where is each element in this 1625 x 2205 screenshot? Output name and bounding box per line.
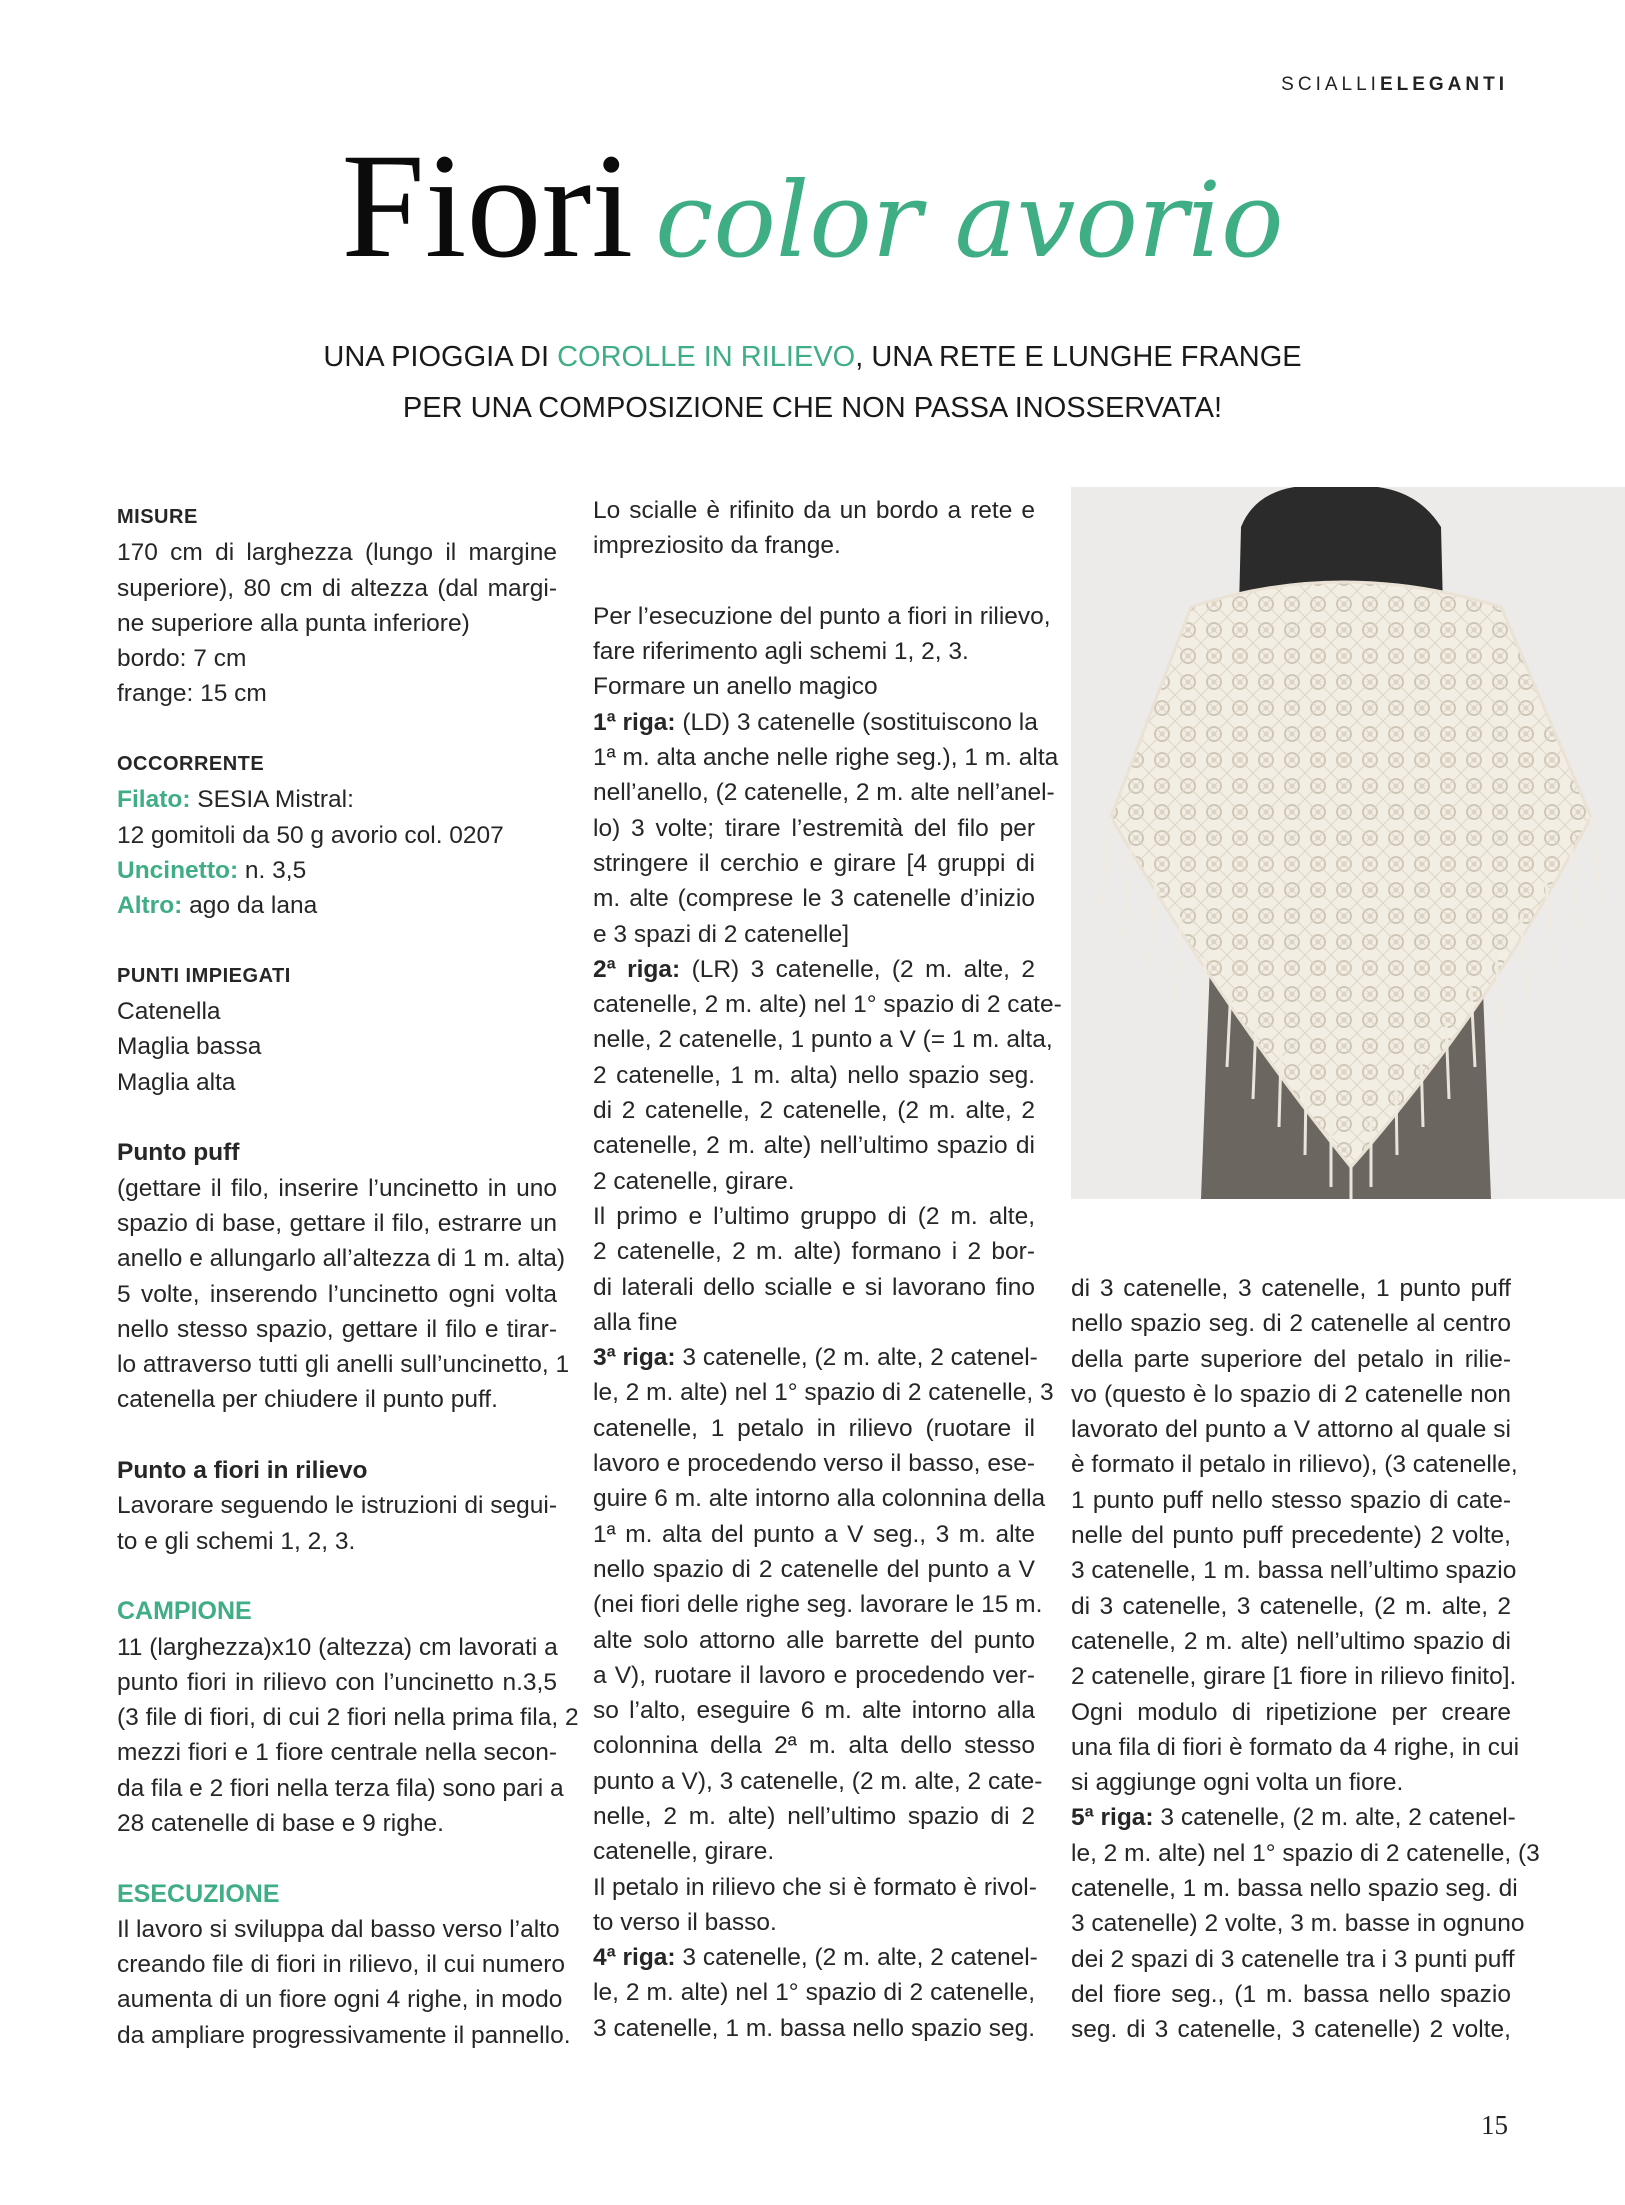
riga1-line: e 3 spazi di 2 catenelle] [593, 920, 850, 948]
esecuzione-line: creando file di fiori in rilievo, il cui numero [117, 1951, 565, 1979]
subtitle-line-2: PER UNA COMPOSIZIONE CHE NON PASSA INOSSERVATA! [402, 392, 1223, 424]
riga3-line: catenelle, girare. [593, 1838, 775, 1866]
punto-fiori-line: Lavorare seguendo le istruzioni di segui- [117, 1492, 557, 1520]
riga4-first [593, 1940, 1038, 1975]
riga5-line: seg. di 3 catenelle, 3 catenelle) 2 volte, [1071, 2016, 1511, 2044]
riga1-line: m. alte (comprese le 3 catenelle d’inizio [593, 885, 1035, 913]
riga3-line: Il petalo in rilievo che si è formato è rivol- [593, 1873, 1037, 1901]
ref-line: fare riferimento agli schemi 1, 2, 3. [593, 638, 969, 666]
title-main: Fiori [341, 123, 634, 289]
filato-value: SESIA Mistral: [190, 786, 354, 814]
esecuzione-line: Il lavoro si sviluppa dal basso verso l’alto [117, 1915, 560, 1943]
riga5-first-text: 3 catenelle, (2 m. alte, 2 catenel- [1153, 1804, 1516, 1832]
page-title [0, 120, 1625, 292]
riga1-label: 1ª riga: [593, 708, 676, 736]
subtitle-text: , UNA RETE E LUNGHE FRANGE [855, 341, 1302, 373]
col3-line: di 3 catenelle, 3 catenelle, (2 m. alte, 2 [1071, 1592, 1511, 1620]
riga3-line: nelle, 2 m. alte) nell’ultimo spazio di 2 [593, 1802, 1035, 1830]
riga5-line: 3 catenelle) 2 volte, 3 m. basse in ognuno [1071, 1910, 1525, 1938]
uncinetto-label: Uncinetto: [117, 856, 239, 884]
riga3-line: 1ª m. alta del punto a V seg., 3 m. alte [593, 1520, 1035, 1548]
ref-line: Formare un anello magico [593, 673, 878, 701]
filato-detail: 12 gomitoli da 50 g avorio col. 0207 [117, 821, 504, 849]
column-2 [593, 493, 1062, 2046]
campione-line: 11 (larghezza)x10 (altezza) cm lavorati a [117, 1633, 558, 1661]
riga5-label: 5ª riga: [1071, 1804, 1154, 1832]
riga2-line: alla fine [593, 1308, 678, 1336]
riga2-line: catenelle, 2 m. alte) nel 1° spazio di 2 cate- [593, 991, 1062, 1019]
intro-line: impreziosito da frange. [593, 532, 841, 560]
col3-line: nelle del punto puff precedente) 2 volte, [1071, 1522, 1511, 1550]
col3-line: 1 punto puff nello stesso spazio di cate- [1071, 1486, 1511, 1514]
col3-line: una fila di fiori è formato da 4 righe, in cui [1071, 1733, 1520, 1761]
riga1-first [593, 705, 1038, 740]
subtitle-line-1 [0, 332, 1625, 383]
filato-label: Filato: [117, 786, 191, 814]
punti-heading: PUNTI IMPIEGATI [117, 964, 291, 987]
punto-puff-line: 5 volte, inserendo l’uncinetto ogni volta [117, 1280, 557, 1308]
campione-line: 28 catenelle di base e 9 righe. [117, 1809, 444, 1837]
col3-line: della parte superiore del petalo in rilie- [1071, 1345, 1511, 1373]
riga2-label: 2ª riga: [593, 955, 681, 983]
page-number: 15 [1481, 2110, 1508, 2140]
campione-line: (3 file di fiori, di cui 2 fiori nella prima fila, 2 [117, 1704, 579, 1732]
riga1-line: 1ª m. alta anche nelle righe seg.), 1 m. alta [593, 744, 1059, 772]
riga3-line: nello spazio di 2 catenelle del punto a V [593, 1555, 1035, 1583]
riga1-line: stringere il cerchio e girare [4 gruppi di [593, 849, 1035, 877]
punto-puff-line: nello stesso spazio, gettare il filo e tirar- [117, 1315, 557, 1343]
col3-line: è formato il petalo in rilievo), (3 catenelle, [1071, 1451, 1518, 1479]
misure-line: bordo: 7 cm [117, 645, 247, 673]
riga2-line: catenelle, 2 m. alte) nell’ultimo spazio di [593, 1132, 1035, 1160]
misure-line: 170 cm di larghezza (lungo il margine [117, 539, 557, 567]
riga5-line: catenelle, 1 m. bassa nello spazio seg. di [1071, 1875, 1518, 1903]
riga2-line: nelle, 2 catenelle, 1 punto a V (= 1 m. alta, [593, 1026, 1053, 1054]
riga3-line: (nei fiori delle righe seg. lavorare le 15 m. [593, 1591, 1043, 1619]
riga4-label: 4ª riga: [593, 1944, 676, 1972]
shawl-illustration [1071, 487, 1625, 1199]
riga2-line: 2 catenelle, 2 m. alte) formano i 2 bor- [593, 1238, 1035, 1266]
column-3 [1071, 1271, 1540, 2048]
riga3-line: le, 2 m. alte) nel 1° spazio di 2 catenelle, 3 [593, 1379, 1054, 1407]
occorrente-heading: OCCORRENTE [117, 753, 265, 776]
punto-puff-line: anello e allungarlo all’altezza di 1 m. alta) [117, 1245, 566, 1273]
col3-line: catenelle, 2 m. alte) nell’ultimo spazio di [1071, 1627, 1511, 1655]
col3-line: 3 catenelle, 1 m. bassa nell’ultimo spazio [1071, 1557, 1517, 1585]
campione-line: punto fiori in rilievo con l’uncinetto n.3,5 [117, 1668, 557, 1696]
riga3-line: to verso il basso. [593, 1908, 777, 1936]
esecuzione-line: da ampliare progressivamente il pannello. [117, 2021, 571, 2049]
punto-puff-line: spazio di base, gettare il filo, estrarre un [117, 1209, 557, 1237]
col3-line: di 3 catenelle, 3 catenelle, 1 punto puff [1071, 1275, 1511, 1302]
riga5-first [1071, 1800, 1516, 1835]
col3-line: vo (questo è lo spazio di 2 catenelle non [1071, 1380, 1511, 1408]
riga2-line: 2 catenelle, girare. [593, 1167, 795, 1195]
section-tag [1281, 74, 1508, 96]
subtitle-accent: COROLLE IN RILIEVO [557, 341, 856, 373]
riga2-line: di 2 catenelle, 2 catenelle, (2 m. alte, 2 [593, 1097, 1035, 1125]
riga2-line: 2 catenelle, 1 m. alta) nello spazio seg. [593, 1061, 1035, 1089]
riga5-line: del fiore seg., (1 m. bassa nello spazio [1071, 1980, 1511, 2008]
uncinetto-value: n. 3,5 [238, 856, 307, 884]
altro-value: ago da lana [182, 892, 318, 920]
punti-item: Catenella [117, 998, 221, 1026]
intro-line: Lo scialle è rifinito da un bordo a rete e [593, 497, 1035, 524]
riga1-first-text: (LD) 3 catenelle (sostituiscono la [675, 708, 1038, 736]
riga3-line: lavoro e procedendo verso il basso, ese- [593, 1450, 1035, 1478]
riga1-line: nell’anello, (2 catenelle, 2 m. alte nell’anel- [593, 779, 1055, 807]
riga3-line: colonnina della 2ª m. alta dello stesso [593, 1732, 1035, 1760]
altro-label: Altro: [117, 892, 183, 920]
punti-item: Maglia alta [117, 1068, 236, 1096]
campione-line: mezzi fiori e 1 fiore centrale nella secon- [117, 1739, 557, 1767]
punto-puff-line: (gettare il filo, inserire l’uncinetto in uno [117, 1174, 557, 1202]
punto-fiori-heading: Punto a fiori in rilievo [117, 1457, 368, 1485]
riga2-first-text: (LR) 3 catenelle, (2 m. alte, 2 [680, 955, 1035, 983]
riga2-line: Il primo e l’ultimo gruppo di (2 m. alte, [593, 1202, 1035, 1230]
riga3-line: alte solo attorno alle barrette del punto [593, 1626, 1035, 1654]
riga3-line: punto a V), 3 catenelle, (2 m. alte, 2 cate- [593, 1767, 1043, 1795]
punto-puff-line: catenella per chiudere il punto puff. [117, 1386, 498, 1414]
punto-puff-heading: Punto puff [117, 1139, 240, 1167]
misure-line: superiore), 80 cm di altezza (dal margi- [117, 574, 557, 602]
riga3-line: catenelle, 1 petalo in rilievo (ruotare il [593, 1414, 1035, 1442]
riga3-line: guire 6 m. alte intorno alla colonnina della [593, 1485, 1046, 1513]
riga3-line: a V), ruotare il lavoro e procedendo ver- [593, 1661, 1035, 1689]
altro-row [117, 888, 557, 923]
uncinetto-row [117, 853, 557, 888]
subtitle [0, 332, 1625, 434]
riga3-label: 3ª riga: [593, 1344, 676, 1372]
col3-line: lavorato del punto a V attorno al quale si [1071, 1416, 1511, 1444]
col3-line: nello spazio seg. di 2 catenelle al centro [1071, 1310, 1511, 1338]
ref-line: Per l’esecuzione del punto a fiori in rilievo, [593, 602, 1051, 630]
campione-line: da fila e 2 fiori nella terza fila) sono pari a [117, 1774, 564, 1802]
punto-fiori-line: to e gli schemi 1, 2, 3. [117, 1527, 356, 1555]
section-tag-bold: ELEGANTI [1379, 74, 1508, 95]
riga4-line: 3 catenelle, 1 m. bassa nello spazio seg. [593, 2014, 1035, 2042]
title-script: color avorio [655, 159, 1284, 281]
punto-puff-line: lo attraverso tutti gli anelli sull’uncinetto, 1 [117, 1351, 570, 1379]
riga3-first-text: 3 catenelle, (2 m. alte, 2 catenel- [675, 1344, 1038, 1372]
esecuzione-heading: ESECUZIONE [117, 1879, 280, 1908]
subtitle-text: UNA PIOGGIA DI [323, 341, 558, 373]
riga5-line: dei 2 spazi di 3 catenelle tra i 3 punti puff [1071, 1945, 1515, 1973]
misure-line: frange: 15 cm [117, 680, 267, 708]
punti-item: Maglia bassa [117, 1033, 262, 1061]
riga3-first [593, 1340, 1038, 1375]
riga2-line: di laterali dello scialle e si lavorano fino [593, 1273, 1035, 1301]
riga4-line: le, 2 m. alte) nel 1° spazio di 2 catenelle, [593, 1979, 1035, 2007]
riga2-first [593, 952, 1035, 987]
column-1 [117, 500, 579, 2053]
section-tag-light: SCIALLI [1281, 74, 1380, 95]
riga1-line: lo) 3 volte; tirare l’estremità del filo per [593, 814, 1035, 842]
misure-line: ne superiore alla punta inferiore) [117, 609, 470, 637]
col3-line: 2 catenelle, girare [1 fiore in rilievo finito]. [1071, 1663, 1517, 1691]
filato-row [117, 782, 557, 817]
col3-line: si aggiunge ogni volta un fiore. [1071, 1769, 1404, 1797]
riga3-line: so l’alto, eseguire 6 m. alte intorno alla [593, 1697, 1035, 1725]
riga5-line: le, 2 m. alte) nel 1° spazio di 2 catenelle, (3 [1071, 1839, 1540, 1867]
esecuzione-line: aumenta di un fiore ogni 4 righe, in modo [117, 1986, 563, 2014]
riga4-first-text: 3 catenelle, (2 m. alte, 2 catenel- [675, 1944, 1038, 1972]
shawl-photo [1071, 487, 1625, 1199]
campione-heading: CAMPIONE [117, 1597, 252, 1626]
misure-heading: MISURE [117, 506, 198, 528]
col3-line: Ogni modulo di ripetizione per creare [1071, 1698, 1511, 1726]
